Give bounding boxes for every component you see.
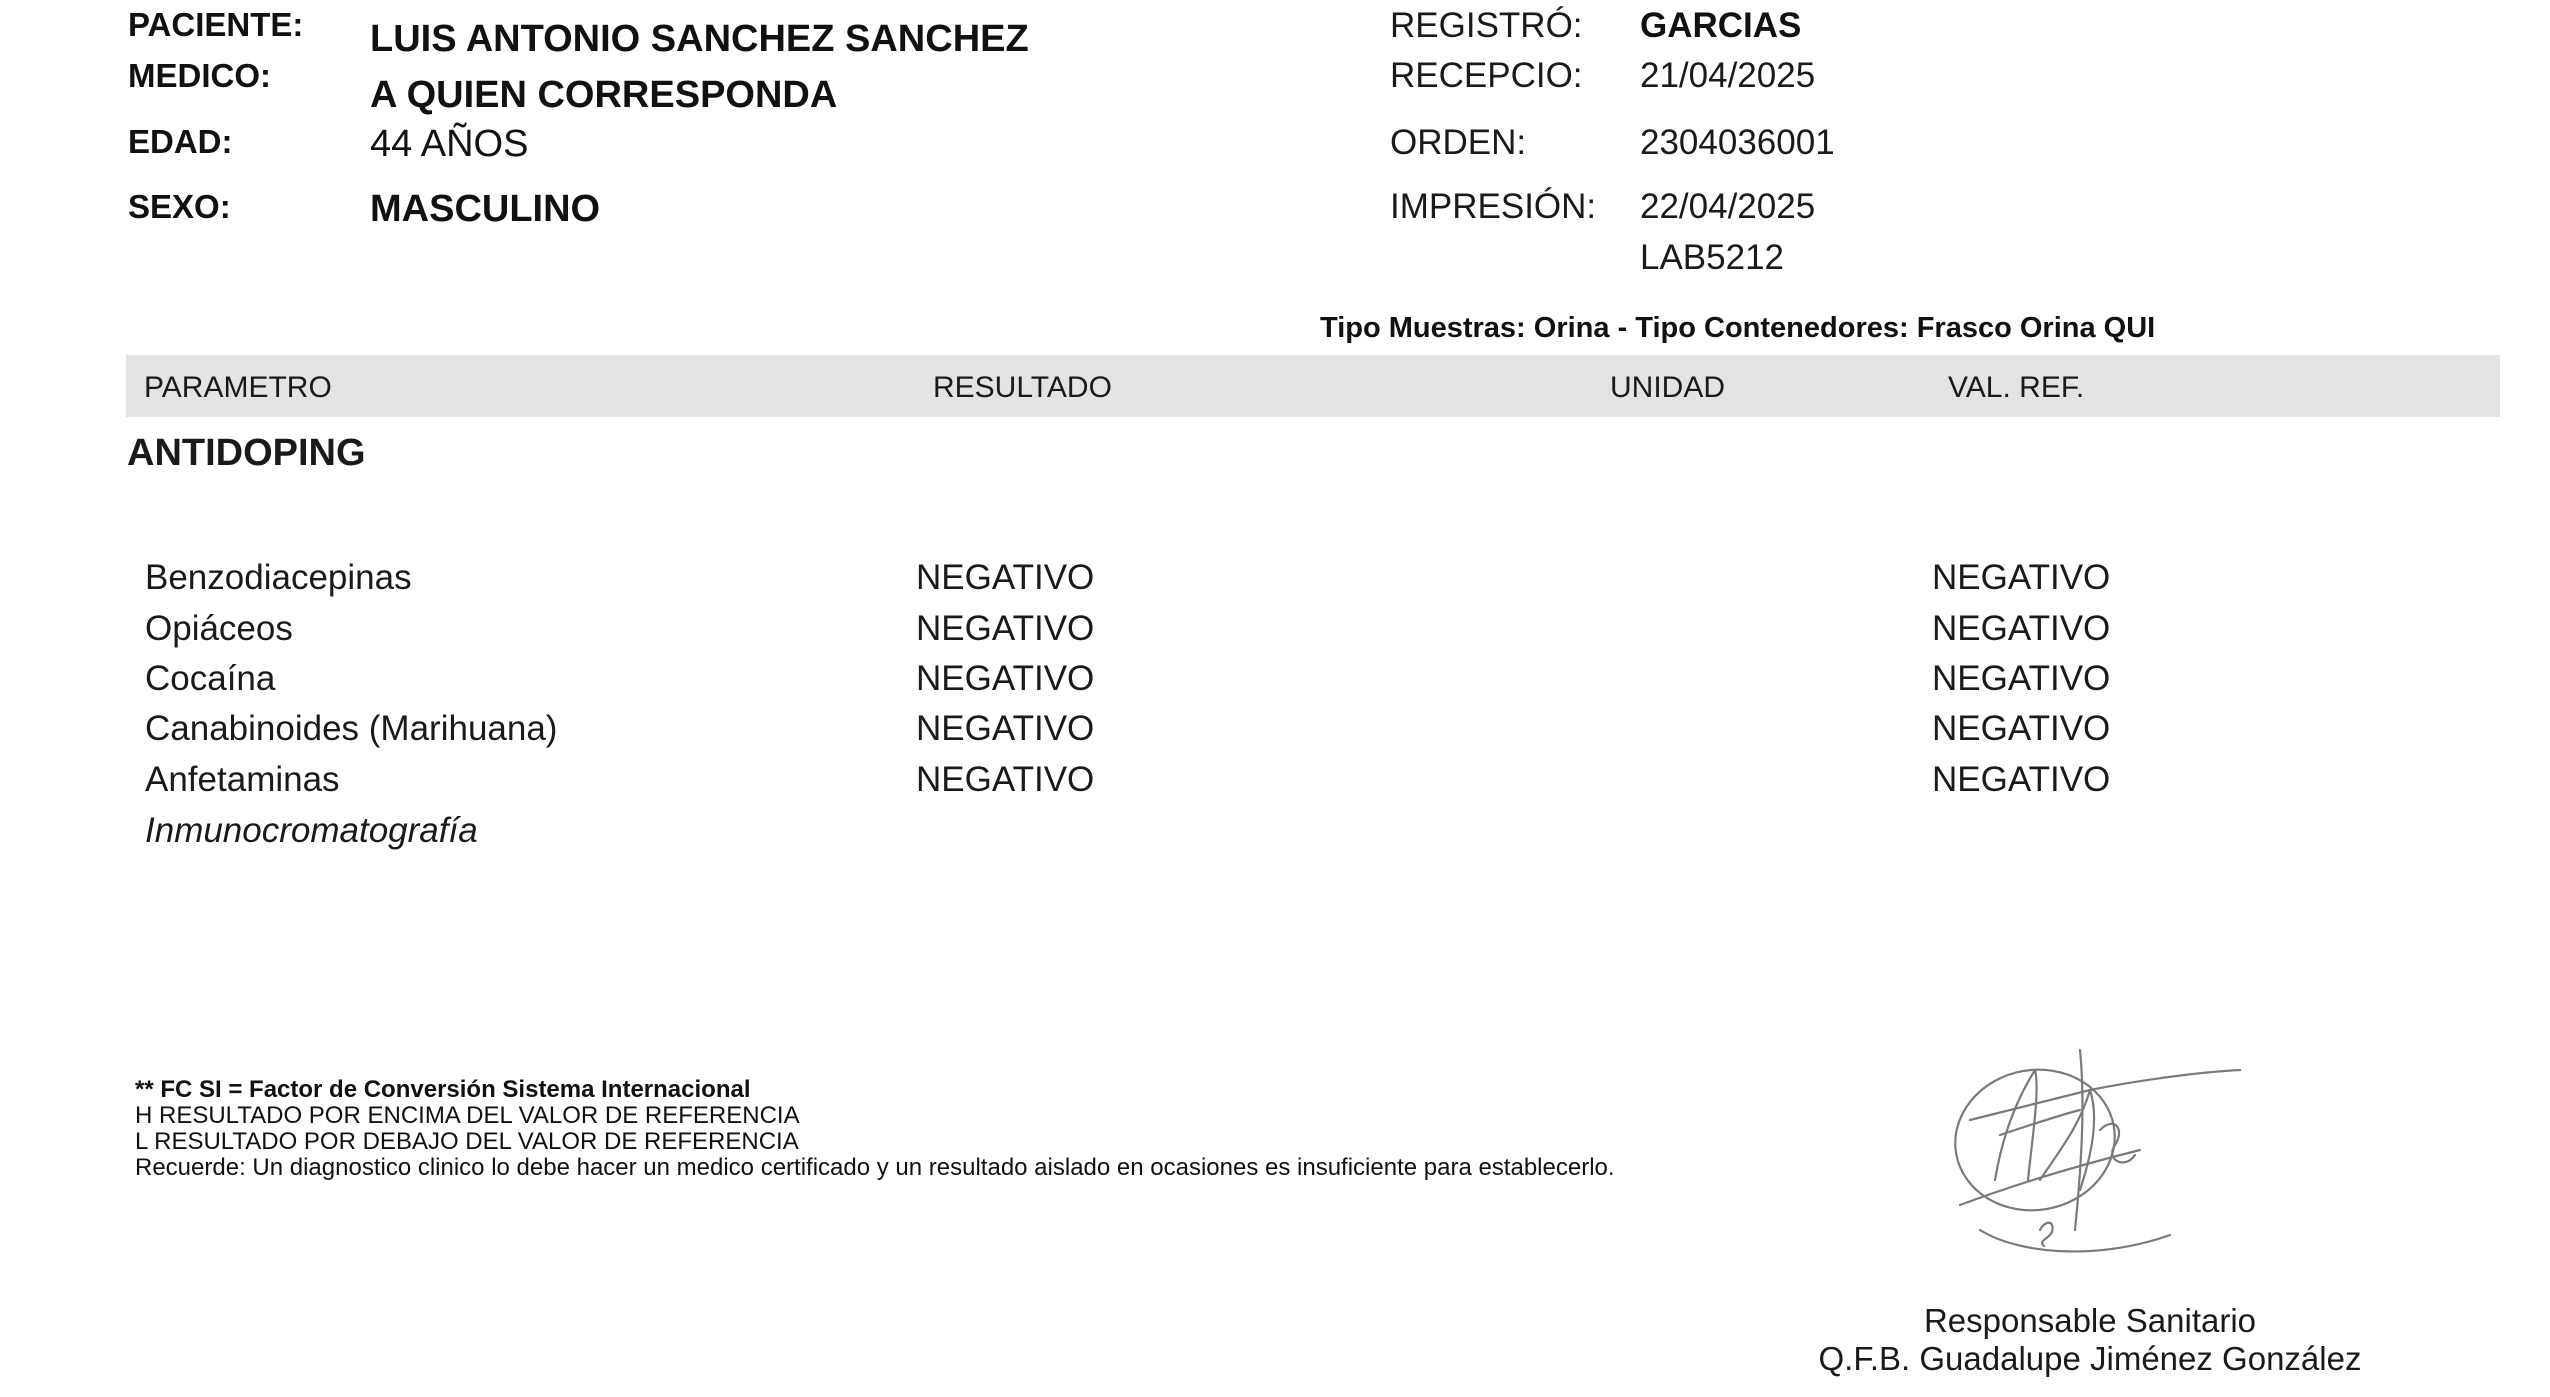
row-reference: NEGATIVO [1932,558,2111,597]
row-reference: NEGATIVO [1932,709,2111,748]
footnote-reminder: Recuerde: Un diagnostico clinico lo debe hacer un medico certificado y un resultado aislado en ocasiones es insuficiente para establecerlo. [135,1154,1615,1181]
row-reference: NEGATIVO [1932,609,2111,648]
sample-info: Tipo Muestras: Orina - Tipo Contenedores: Frasco Orina QUI [1320,312,2156,344]
results-table-header [126,355,2500,417]
header-reference: VAL. REF. [1948,371,2085,404]
lab-code: LAB5212 [1640,238,1785,277]
received-label: RECEPCIO: [1390,56,1583,95]
table-row [0,709,2550,759]
header-unit: UNIDAD [1610,371,1726,404]
age-value: 44 AÑOS [370,123,529,165]
signature-name: Q.F.B. Guadalupe Jiménez González [1818,1340,2362,1377]
footnote-fc-si: ** FC SI = Factor de Conversión Sistema Internacional [135,1076,751,1103]
printed-date: 22/04/2025 [1640,187,1816,226]
footnote-high: H RESULTADO POR ENCIMA DEL VALOR DE REFERENCIA [135,1102,800,1129]
sex-value: MASCULINO [370,188,601,230]
row-result: NEGATIVO [916,760,1095,799]
header-parameter: PARAMETRO [144,371,332,404]
table-row [0,558,2550,608]
footnote-low: L RESULTADO POR DEBAJO DEL VALOR DE REFERENCIA [135,1128,799,1155]
row-result: NEGATIVO [916,609,1095,648]
row-result: NEGATIVO [916,558,1095,597]
signature-image [1940,1030,2260,1280]
row-result: NEGATIVO [916,709,1095,748]
row-parameter: Opiáceos [145,609,293,648]
registered-value: GARCIAS [1640,6,1802,45]
order-number: 2304036001 [1640,123,1835,162]
order-label: ORDEN: [1390,123,1527,162]
sex-label: SEXO: [128,188,231,225]
table-row [0,609,2550,659]
patient-name: LUIS ANTONIO SANCHEZ SANCHEZ [370,18,1029,60]
registered-label: REGISTRÓ: [1390,6,1583,45]
received-date: 21/04/2025 [1640,56,1816,95]
patient-label: PACIENTE: [128,6,304,43]
row-parameter: Canabinoides (Marihuana) [145,709,558,748]
row-reference: NEGATIVO [1932,760,2111,799]
row-parameter: Cocaína [145,659,276,698]
row-reference: NEGATIVO [1932,659,2111,698]
age-label: EDAD: [128,123,233,160]
header-result: RESULTADO [933,371,1112,404]
printed-label: IMPRESIÓN: [1390,187,1597,226]
method-note: Inmunocromatografía [145,811,478,850]
doctor-name: A QUIEN CORRESPONDA [370,74,838,116]
row-parameter: Anfetaminas [145,760,340,799]
doctor-label: MEDICO: [128,57,271,94]
signature-role: Responsable Sanitario [1923,1302,2257,1339]
row-result: NEGATIVO [916,659,1095,698]
table-row [0,760,2550,810]
footnotes [135,1077,1615,1181]
row-parameter: Benzodiacepinas [145,558,412,597]
table-row [0,659,2550,709]
section-title: ANTIDOPING [127,432,366,474]
